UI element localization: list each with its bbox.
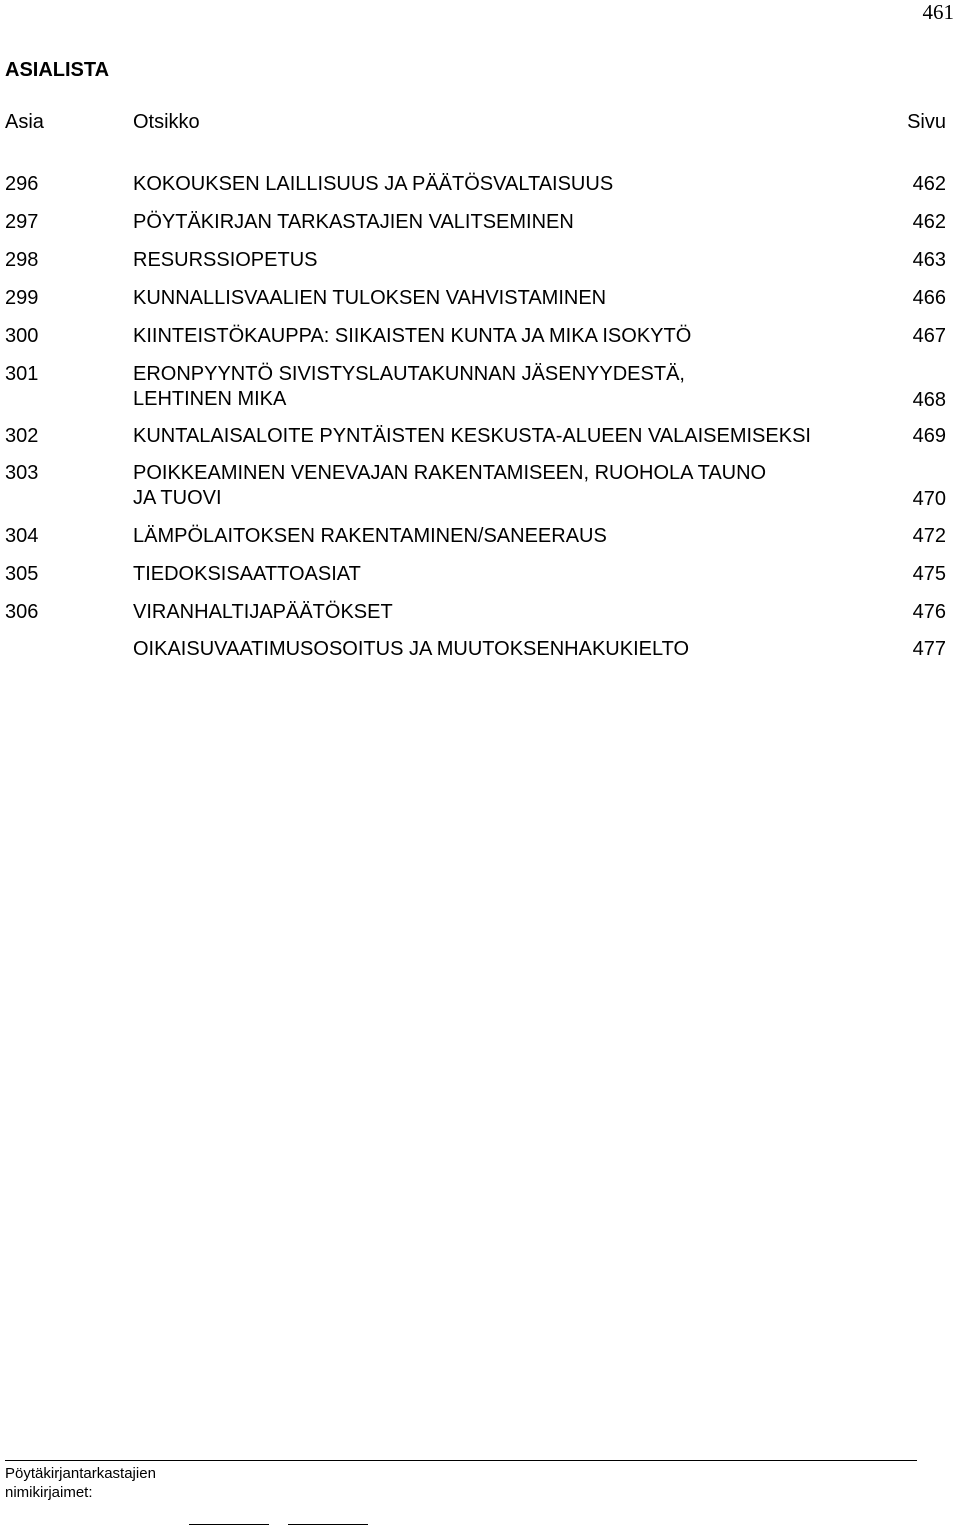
item-number: 304: [5, 525, 39, 547]
table-row: [0, 248, 960, 272]
item-title: LÄMPÖLAITOKSEN RAKENTAMINEN/SANEERAUS: [133, 525, 607, 547]
item-title: ERONPYYNTÖ SIVISTYSLAUTAKUNNAN JÄSENYYDESTÄ, LEHTINEN MIKA: [133, 363, 685, 410]
item-page: 469: [912, 425, 946, 447]
item-page: 467: [912, 325, 946, 347]
item-number: 298: [5, 249, 39, 271]
table-row: [0, 362, 960, 412]
table-row: [0, 210, 960, 234]
footer-divider: [5, 1460, 917, 1461]
item-page: 477: [912, 638, 946, 660]
item-number: 301: [5, 363, 39, 385]
item-page: 466: [912, 287, 946, 309]
item-number: 305: [5, 563, 39, 585]
table-row: [0, 324, 960, 348]
table-row: [0, 600, 960, 624]
footer-label-line2: nimikirjaimet:: [5, 1484, 93, 1501]
item-number: 297: [5, 211, 39, 233]
table-header: [0, 110, 960, 136]
item-title: KIINTEISTÖKAUPPA: SIIKAISTEN KUNTA JA MIKA ISOKYTÖ: [133, 325, 692, 347]
table-row: [0, 524, 960, 548]
header-otsikko: Otsikko: [133, 111, 200, 133]
table-row: [0, 424, 960, 448]
header-sivu: Sivu: [907, 111, 946, 133]
item-page: 470: [912, 488, 946, 510]
item-page: 468: [912, 389, 946, 411]
item-number: 300: [5, 325, 39, 347]
item-title: TIEDOKSISAATTOASIAT: [133, 563, 361, 585]
item-page: 475: [912, 563, 946, 585]
table-row: [0, 562, 960, 586]
table-row: [0, 172, 960, 196]
item-number: 296: [5, 173, 39, 195]
item-title: KOKOUKSEN LAILLISUUS JA PÄÄTÖSVALTAISUUS: [133, 173, 614, 195]
item-page: 462: [912, 173, 946, 195]
item-title: VIRANHALTIJAPÄÄTÖKSET: [133, 601, 393, 623]
item-page: 462: [912, 211, 946, 233]
initials-line-2: [288, 1524, 368, 1525]
item-page: 476: [912, 601, 946, 623]
item-title: OIKAISUVAATIMUSOSOITUS JA MUUTOKSENHAKUKIELTO: [133, 638, 690, 660]
item-title: POIKKEAMINEN VENEVAJAN RAKENTAMISEEN, RUOHOLA TAUNO JA TUOVI: [133, 462, 767, 509]
item-title: PÖYTÄKIRJAN TARKASTAJIEN VALITSEMINEN: [133, 211, 574, 233]
table-row: [0, 286, 960, 310]
document-title: ASIALISTA: [5, 59, 110, 81]
footer-label-line1: Pöytäkirjantarkastajien: [5, 1465, 156, 1482]
item-page: 463: [912, 249, 946, 271]
table-row: [0, 461, 960, 511]
item-title: RESURSSIOPETUS: [133, 249, 318, 271]
item-title: KUNNALLISVAALIEN TULOKSEN VAHVISTAMINEN: [133, 287, 607, 309]
table-row: [0, 637, 960, 661]
item-number: 302: [5, 425, 39, 447]
header-asia: Asia: [5, 111, 44, 133]
initials-line-1: [189, 1524, 269, 1525]
item-page: 472: [912, 525, 946, 547]
item-number: 299: [5, 287, 39, 309]
item-number: 306: [5, 601, 39, 623]
item-number: 303: [5, 462, 39, 484]
page-number: 461: [922, 0, 954, 24]
item-title: KUNTALAISALOITE PYNTÄISTEN KESKUSTA-ALUEEN VALAISEMISEKSI: [133, 425, 811, 447]
